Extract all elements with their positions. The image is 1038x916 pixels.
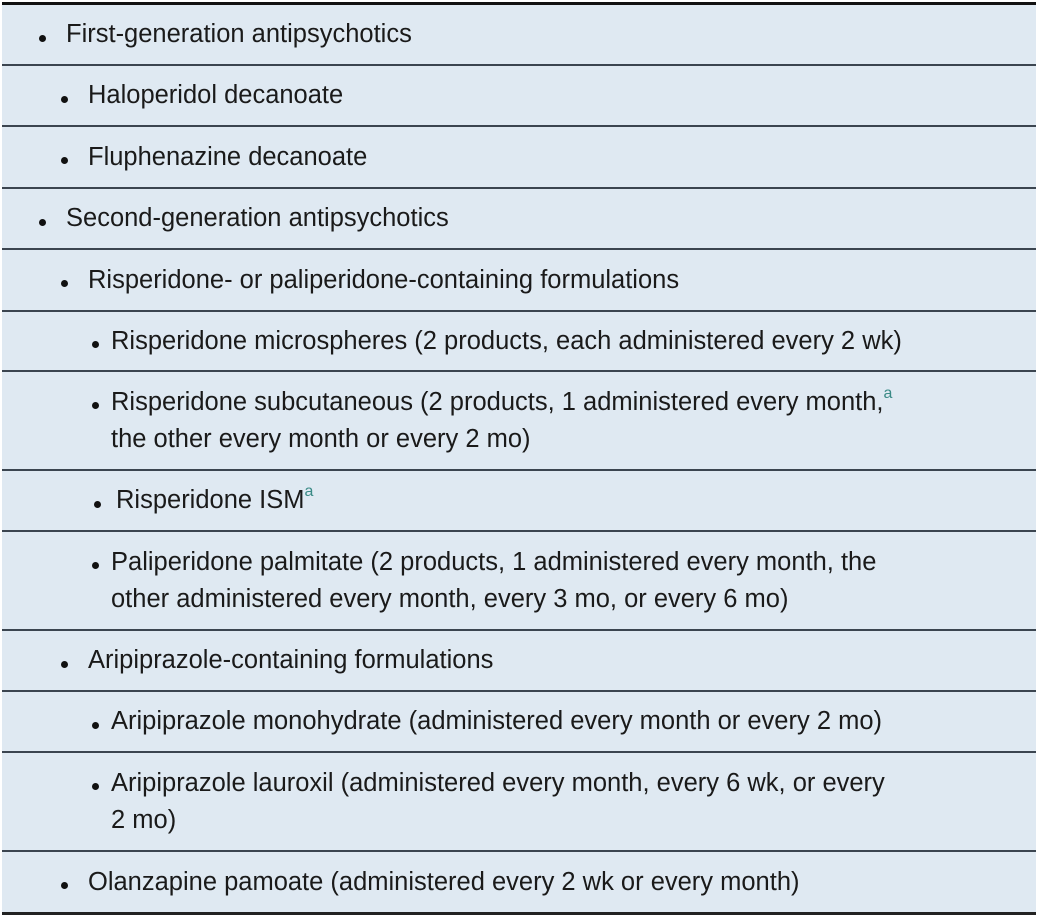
footnote-marker[interactable]: a [883, 384, 893, 402]
bullet-icon [61, 280, 68, 287]
bullet-icon [92, 783, 99, 790]
item-text: Second-generation antipsychotics [66, 204, 449, 232]
bullet-icon [92, 402, 99, 409]
item-text-line-1: Aripiprazole lauroxil (administered every month, every 6 wk, or every [111, 768, 885, 797]
list-item [2, 372, 1036, 471]
list-item [2, 312, 1036, 372]
item-text [116, 482, 1018, 519]
list-item [2, 66, 1036, 127]
item-text: First-generation antipsychotics [66, 20, 412, 48]
item-text: Risperidone- or paliperidone-containing formulations [88, 265, 680, 294]
item-text: Risperidone microspheres (2 products, each administered every 2 wk) [111, 326, 902, 355]
list-item [2, 532, 1036, 631]
item-text-line-2: the other every month or every 2 mo) [111, 424, 531, 453]
item-text: Aripiprazole-containing formulations [88, 646, 494, 674]
list-item [2, 127, 1036, 189]
bullet-icon [92, 562, 99, 569]
item-text: Fluphenazine decanoate [88, 142, 368, 171]
list-item [2, 189, 1036, 250]
bullet-icon [92, 341, 99, 348]
item-text: Olanzapine pamoate (administered every 2 wk or every month) [88, 867, 800, 896]
bullet-icon [61, 882, 68, 889]
formulations-table [2, 2, 1036, 915]
bullet-icon [39, 219, 46, 226]
item-text-line-1: Paliperidone palmitate (2 products, 1 administered every month, the [111, 547, 877, 576]
item-text-main: Risperidone ISM [116, 486, 305, 514]
list-item [2, 753, 1036, 852]
bullet-icon [94, 501, 101, 508]
bullet-icon [61, 661, 68, 668]
list-item [2, 471, 1036, 532]
footnote-marker[interactable]: a [304, 483, 314, 500]
bullet-icon [61, 157, 68, 164]
item-text: Haloperidol decanoate [88, 81, 344, 109]
list-item [2, 5, 1036, 66]
list-item [2, 250, 1036, 312]
item-text-line-2: other administered every month, every 3 mo, or every 6 mo) [111, 584, 789, 613]
item-text-line-1: Risperidone subcutaneous (2 products, 1 administered every month, [111, 387, 884, 416]
bullet-icon [39, 35, 46, 42]
list-item [2, 692, 1036, 753]
item-text: Aripiprazole monohydrate (administered every month or every 2 mo) [111, 707, 883, 735]
bullet-icon [92, 722, 99, 729]
item-text [111, 765, 1018, 839]
item-text [111, 544, 1018, 618]
bullet-icon [61, 96, 68, 103]
list-item [2, 852, 1036, 912]
list-item [2, 631, 1036, 692]
item-text-line-2: 2 mo) [111, 805, 177, 834]
item-text [111, 384, 1018, 458]
